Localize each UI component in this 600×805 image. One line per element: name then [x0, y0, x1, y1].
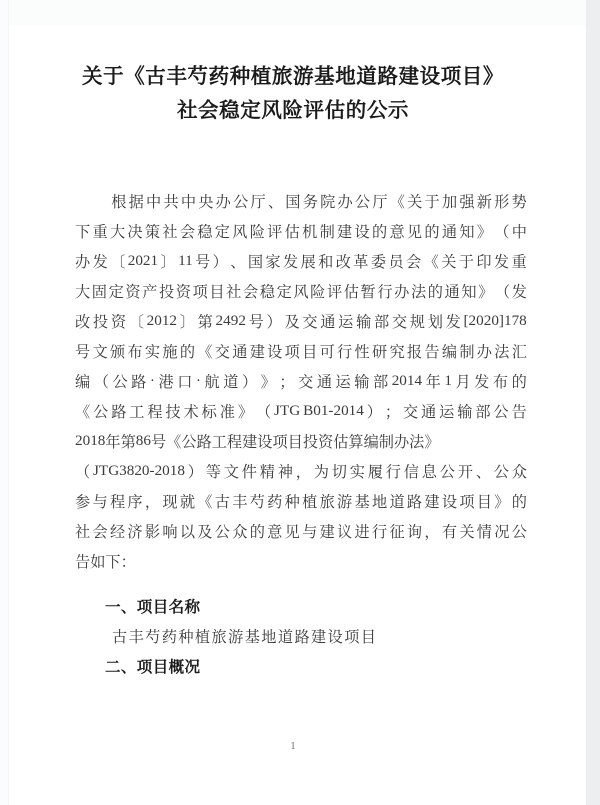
paragraph-line: （ JTG3820-2018 ） 等 文 件 精 神 ， 为 切 实 履 行 信 息 公 开 、 公 众 [75, 462, 527, 481]
paragraph-line: 根 据 中 共 中 央 办 公 厅 、 国 务 院 办 公 厅 《 关 于 加 强 新 形 势 [111, 193, 527, 211]
page-right-gutter [586, 0, 600, 805]
paragraph-line: 参 与 程 序 ， 现 就 《 古 丰 芍 药 种 植 旅 游 基 地 道 路 建 设 项 目 》 的 [75, 493, 527, 511]
paragraph-line: 2018 年 第 86 号 《 公 路 工 程 建 设 项 目 投 资 估 算 编 制 办 法 》 [75, 432, 440, 451]
paragraph-line: 下 重 大 决 策 社 会 稳 定 风 险 评 估 机 制 建 设 的 意 见 的 通 知 》 （ 中 [75, 223, 527, 241]
paragraph-line: 大 固 定 资 产 投 资 项 目 社 会 稳 定 风 险 评 估 暂 行 办 法 的 通 知 》 （ 发 [75, 283, 527, 301]
paragraph-line: 号 文 颁 布 实 施 的 《 交 通 建 设 项 目 可 行 性 研 究 报 告 编 制 办 法 汇 [75, 343, 527, 361]
document-title-line-2: 社会稳定风险评估的公示 [176, 99, 410, 122]
paragraph-line: 《 公 路 工 程 技 术 标 准 》 （ JTG B01-2014 ） ； 交 通 运 输 部 公 告 [75, 402, 527, 421]
page-number: 1 [290, 741, 296, 752]
paragraph-line: 告 如 下 ： [75, 553, 136, 571]
document-title [48, 60, 538, 128]
paragraph-line: 社 会 经 济 影 响 以 及 公 众 的 意 见 与 建 议 进 行 征 询 ， 有 关 情 况 公 [75, 523, 527, 541]
section-content-project-name: 古丰芍药种植旅游基地道路建设项目 [112, 629, 378, 646]
section-heading-project-overview: 二、项目概况 [105, 659, 201, 676]
paragraph-line: 办 发 〔 2021 〕 11 号 ） 、 国 家 发 展 和 改 革 委 员 会 《 关 于 印 发 重 [75, 252, 527, 271]
paragraph-line: 编 （ 公 路 · 港 口 · 航 道 ） 》 ； 交 通 运 输 部 2014 年 1 月 发 布 的 [75, 372, 527, 391]
section-heading-project-name: 一、项目名称 [105, 599, 201, 616]
document-paragraph [75, 186, 527, 576]
document-title-line-1: 关于《古丰芍药种植旅游基地道路建设项目》 [82, 65, 504, 88]
paragraph-line: 改 投 资 〔 2012 〕 第 2492 号 ） 及 交 通 运 输 部 交 规 划 发 [2020]178 [75, 312, 527, 331]
